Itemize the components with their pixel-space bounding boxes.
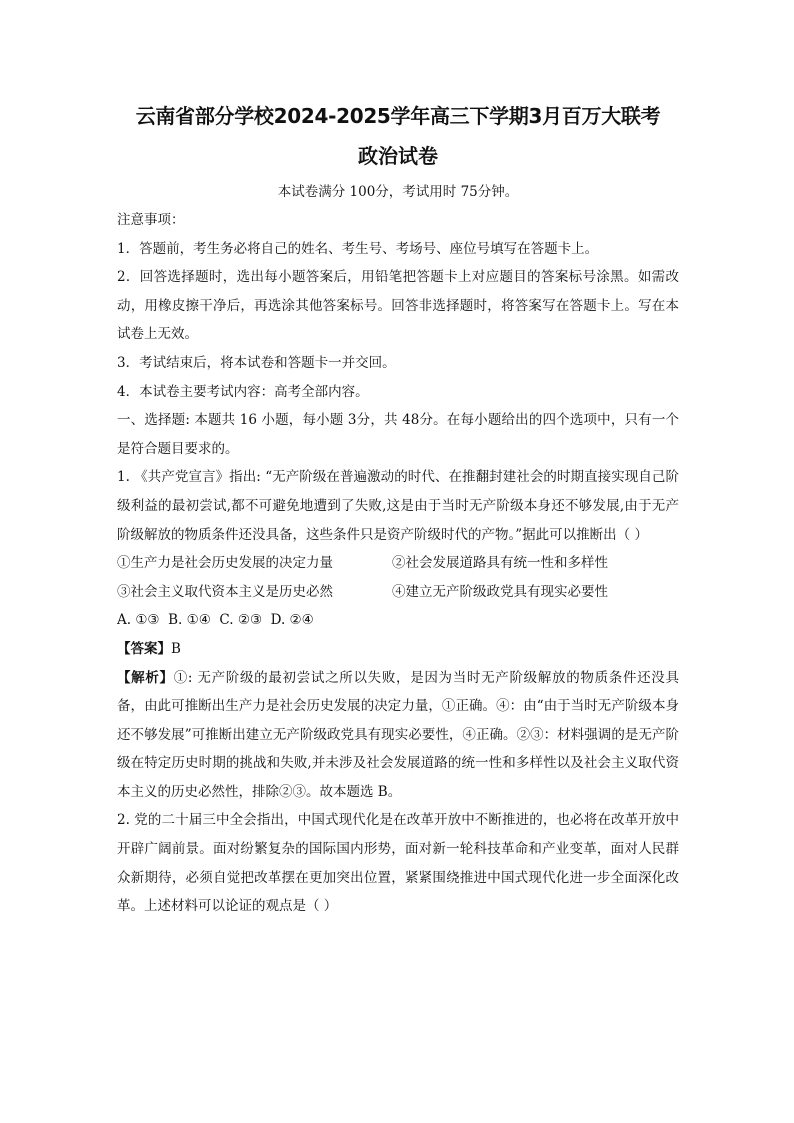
exam-page (117, 96, 679, 921)
notes-heading: 注意事项： (117, 212, 185, 228)
option-4: ④建立无产阶级政党具有现实必要性 (392, 583, 608, 600)
note-item-4: 4．本试卷主要考试内容：高考全部内容。 (117, 383, 369, 400)
note-item-1: 1．答题前，考生务必将自己的姓名、考生号、考场号、座位号填写在答题卡上。 (117, 240, 599, 257)
page-subtitle: 政治试卷 (358, 144, 438, 168)
question-2-stem: 2. 党的二十届三中全会指出，中国式现代化是在改革开放中不断推进的，也必将在改革开放中开辟广阔前景。面对纷繁复杂的国际国内形势，面对新一轮科技革命和产业变革，面对人民群众新期待，必须自觉把改革摆在更加突出位置，紧紧围绕推进中国式现代化进一步全面深化改革。上述材料可以论证的观点是（ ） (117, 812, 679, 915)
question-1-choices: A. ①③ B. ①④ C. ②③ D. ②④ (117, 612, 314, 629)
answer-value: B (171, 640, 181, 657)
option-3: ③社会主义取代资本主义是历史必然 (117, 583, 333, 600)
question-1-options-row-2 (117, 578, 679, 607)
note-item-2: 2．回答选择题时，选出每小题答案后，用铅笔把答题卡上对应题目的答案标号涂黑。如需改动，用橡皮擦干净后，再选涂其他答案标号。回答非选择题时，将答案写在答题卡上。写在本试卷上无效。 (117, 269, 679, 343)
option-1: ①生产力是社会历史发展的决定力量 (117, 555, 333, 572)
analysis-tag: 【解析】 (117, 669, 174, 686)
question-1-stem: 1. 《共产党宣言》指出: “无产阶级在普遍激动的时代、在推翻封建社会的时期直接实现自己阶级利益的最初尝试,都不可避免地遭到了失败,这是由于当时无产阶级本身还不够发展,由于无产阶级解放的物质条件还没具备，这些条件只是资产阶级时代的产物。”据此可以推断出（ ） (117, 469, 679, 543)
question-1-options-row-1 (117, 549, 679, 578)
question-1-analysis (117, 664, 679, 807)
option-2: ②社会发展道路具有统一性和多样性 (392, 555, 608, 572)
question-1-answer (117, 635, 679, 664)
page-title: 云南省部分学校2024-2025学年高三下学期3月百万大联考 (135, 104, 661, 128)
analysis-text: ①: 无产阶级的最初尝试之所以失败，是因为当时无产阶级解放的物质条件还没具备，由此可推断出生产力是社会历史发展的决定力量，①正确。④：由“由于当时无产阶级本身还不够发展”可推断出建立无产阶级政党具有现实必要性，④正确。②③：材料强调的是无产阶级在特定历史时期的挑战和失败,并未涉及社会发展道路的统一性和多样性以及社会主义取代资本主义的历史必然性，排除②③。故本题选 B。 (117, 669, 679, 800)
note-item-3: 3．考试结束后，将本试卷和答题卡一并交回。 (117, 354, 396, 371)
answer-tag: 【答案】 (117, 640, 171, 657)
exam-info: 本试卷满分 100分，考试用时 75分钟。 (277, 184, 519, 200)
section-heading: 一、选择题: 本题共 16 小题，每小题 3分，共 48分。在每小题给出的四个选项中，只有一个是符合题目要求的。 (117, 412, 679, 457)
